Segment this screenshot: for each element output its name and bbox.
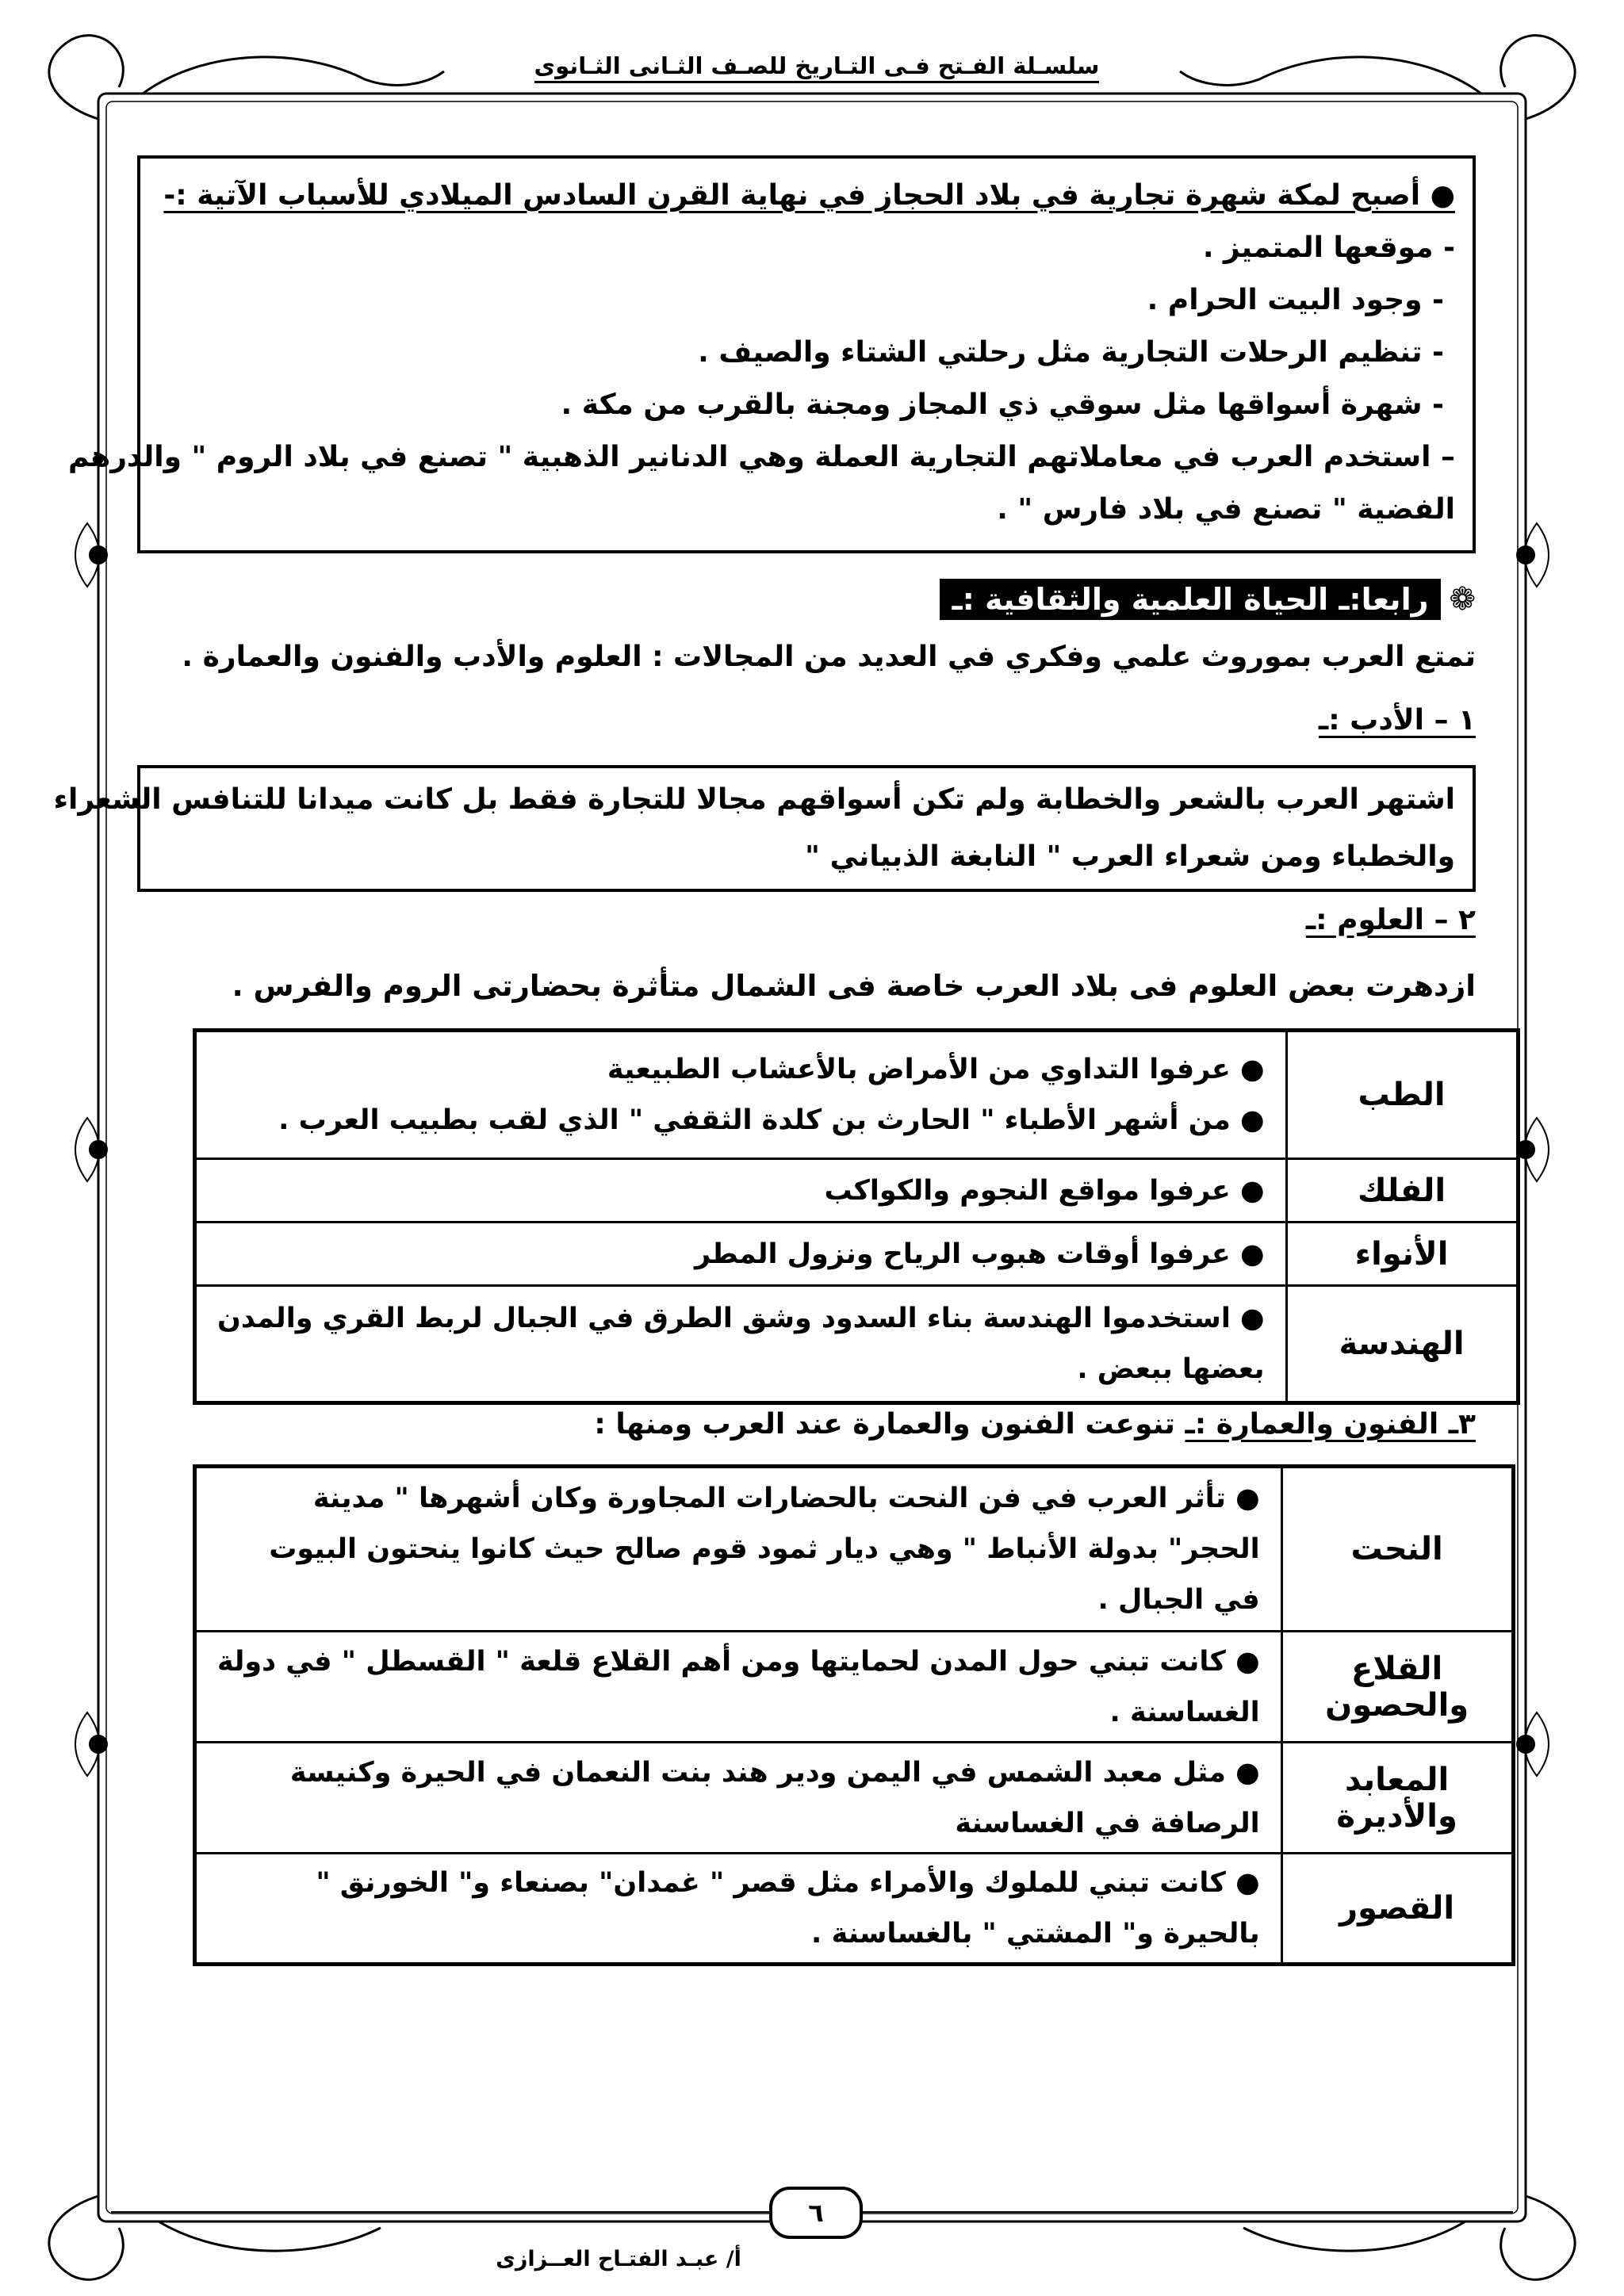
arts-heading bbox=[594, 1408, 1476, 1441]
series-title bbox=[444, 52, 1189, 79]
page-number: ٦ bbox=[769, 2187, 863, 2239]
mecca-trade-heading: ● أصبح لمكة شهرة تجارية في بلاد الحجاز في نهاية القرن السادس الميلادي للأسباب الآتية :- bbox=[163, 179, 1455, 212]
currency-line-2: الفضية " تصنع في بلاد فارس " . bbox=[997, 493, 1455, 526]
mecca-reason-journeys: - تنظيم الرحلات التجارية مثل رحلتي الشتاء والصيف . bbox=[698, 336, 1444, 369]
mecca-reason-kaaba: - وجود البيت الحرام . bbox=[1147, 284, 1444, 316]
author-name: أ/ عبـد الفتـاح العــزازى bbox=[496, 2247, 741, 2271]
category-cell: المعابد والأديرة bbox=[1281, 1743, 1513, 1854]
sciences-table bbox=[193, 1028, 1520, 1405]
table-row bbox=[195, 1286, 1519, 1403]
sciences-heading: ٢ – العلوم :ـ bbox=[1305, 904, 1476, 936]
description-cell: ● عرفوا التداوي من الأمراض بالأعشاب الطبيعية ● من أشهر الأطباء " الحارث بن كلدة الثقفي " الذي لقب بطبيب العرب . bbox=[195, 1031, 1287, 1159]
literature-line-2: والخطباء ومن شعراء العرب " النابغة الذبياني " bbox=[805, 840, 1455, 873]
section-heading-scientific-life bbox=[940, 579, 1476, 620]
arts-table bbox=[193, 1464, 1515, 1966]
table-row bbox=[195, 1743, 1514, 1854]
currency-line-1: – استخدم العرب في معاملاتهم التجارية العملة وهي الدنانير الذهبية " تصنع في بلاد الروم " والدرهم bbox=[68, 441, 1455, 473]
section-intro: تمتع العرب بموروث علمي وفكري في العديد من المجالات : العلوم والأدب والفنون والعمارة . bbox=[182, 641, 1476, 673]
literature-heading: ١ – الأدب :ـ bbox=[1318, 704, 1476, 737]
mecca-reason-markets: - شهرة أسواقها مثل سوقي ذي المجاز ومجنة بالقرب من مكة . bbox=[561, 388, 1444, 421]
series-title-text: سلسـلة الفـتح فـى التـاريخ للصـف الثـانى الثـانوى bbox=[534, 52, 1100, 83]
category-cell: القصور bbox=[1281, 1854, 1513, 1965]
table-row bbox=[195, 1467, 1514, 1632]
mecca-trade-box bbox=[68, 155, 1476, 553]
description-cell: ● كانت تبني حول المدن لحمايتها ومن أهم القلاع قلعة " القسطل " في دولة الغساسنة . bbox=[195, 1632, 1282, 1743]
sciences-intro: ازدهرت بعض العلوم فى بلاد العرب خاصة فى الشمال متأثرة بحضارتى الروم والفرس . bbox=[232, 969, 1476, 1003]
arts-heading-rest: تنوعت الفنون والعمارة عند العرب ومنها : bbox=[594, 1408, 1175, 1441]
description-cell: ● عرفوا أوقات هبوب الرياح ونزول المطر bbox=[195, 1223, 1287, 1286]
category-cell: الهندسة bbox=[1286, 1286, 1518, 1403]
table-row bbox=[195, 1031, 1519, 1159]
category-cell: النحت bbox=[1281, 1467, 1513, 1632]
literature-line-1: اشتهر العرب بالشعر والخطابة ولم تكن أسواقهم مجالا للتجارة فقط بل كانت ميدانا للتنافس الشعراء bbox=[53, 783, 1455, 816]
description-cell: ● عرفوا مواقع النجوم والكواكب bbox=[195, 1159, 1287, 1223]
description-cell: ● تأثر العرب في فن النحت بالحضارات المجاورة وكان أشهرها " مدينة الحجر" بدولة الأنباط " وهي ديار ثمود قوم صالح حيث كانوا ينحتون البيوت في الجبال . bbox=[195, 1467, 1282, 1632]
table-row bbox=[195, 1159, 1519, 1223]
table-row bbox=[195, 1854, 1514, 1965]
table-row bbox=[195, 1223, 1519, 1286]
category-cell: الطب bbox=[1286, 1031, 1518, 1159]
flower-ornament-icon: ❁ bbox=[1449, 581, 1476, 618]
table-row bbox=[195, 1632, 1514, 1743]
category-cell: الأنواء bbox=[1286, 1223, 1518, 1286]
category-cell: القلاع والحصون bbox=[1281, 1632, 1513, 1743]
category-cell: الفلك bbox=[1286, 1159, 1518, 1223]
description-cell: ● استخدموا الهندسة بناء السدود وشق الطرق في الجبال لربط القري والمدن بعضها ببعض . bbox=[195, 1286, 1287, 1403]
description-cell: ● مثل معبد الشمس في اليمن ودير هند بنت النعمان في الحيرة وكنيسة الرصافة في الغساسنة bbox=[195, 1743, 1282, 1854]
description-cell: ● كانت تبني للملوك والأمراء مثل قصر " غمدان" بصنعاء و" الخورنق " بالحيرة و" المشتي " بالغساسنة . bbox=[195, 1854, 1282, 1965]
arts-heading-label: ٣ـ الفنون والعمارة :ـ bbox=[1185, 1408, 1476, 1441]
section-heading-label: رابعا:ـ الحياة العلمية والثقافية :ـ bbox=[940, 579, 1442, 620]
literature-box bbox=[53, 765, 1476, 892]
mecca-reason-location: - موقعها المتميز . bbox=[1202, 232, 1455, 264]
